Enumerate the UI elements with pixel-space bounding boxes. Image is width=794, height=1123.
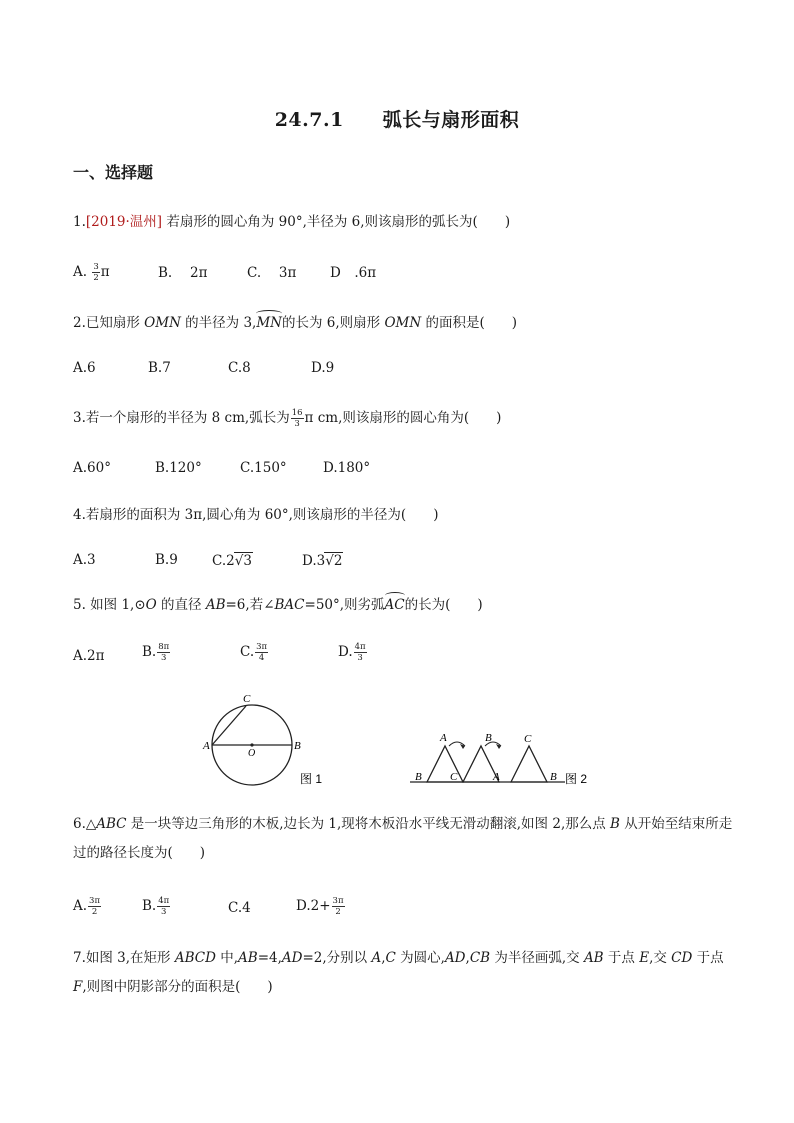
triangle-1 [427, 746, 463, 782]
q1-option-b: B. 2π [158, 265, 208, 281]
center-point [250, 743, 253, 746]
svg-text:C: C [524, 733, 532, 745]
q3-option-d: D.180° [323, 460, 371, 476]
question-6: 6.△ABC 是一块等边三角形的木板,边长为 1,现将木板沿水平线无滑动翻滚,如图 2,那么点 B 从开始至结束所走过的路径长度为( ) [73, 816, 733, 861]
point-o-label: O [248, 748, 256, 759]
q5-option-a: A.2π [73, 648, 105, 664]
arc-symbol: AC [384, 597, 405, 613]
sqrt-symbol: √ [325, 553, 334, 569]
q3-option-c: C.150° [240, 460, 287, 476]
question-5: 5. 如图 1,⊙O 的直径 AB=6,若∠BAC=50°,则劣弧AC的长为( ) [73, 597, 483, 613]
section-heading: 一、选择题 [73, 163, 154, 182]
question-text: 若扇形的圆心角为 90°,半径为 6,则该扇形的弧长为( ) [162, 214, 511, 230]
q6-option-c: C.4 [228, 900, 251, 916]
question-2: 2.已知扇形 OMN 的半径为 3,MN的长为 6,则扇形 OMN 的面积是( ) [73, 315, 517, 331]
arc-symbol: MN [256, 315, 282, 331]
q3-option-b: B.120° [155, 460, 202, 476]
q2-option-a: A.6 [73, 360, 96, 376]
page-title: 24.7.1 弧长与扇形面积 [274, 109, 520, 131]
question-number: 1. [73, 214, 86, 230]
point-c-label: C [243, 693, 251, 705]
fraction: $\frac{16}{3}$ [291, 408, 303, 429]
q6-option-d: D.2+ $\frac{3\pi}{2}$ [296, 896, 344, 917]
figure-2-label: 图 2 [565, 772, 588, 786]
q5-option-b: B. $\frac{8\pi}{3}$ [142, 642, 170, 663]
q1-option-d: D .6π [330, 265, 377, 281]
fraction: $\frac{3}{2}$ [93, 262, 99, 283]
q4-option-a: A.3 [73, 552, 96, 568]
q1-option-a: A. $\frac{3}{2}$ π [73, 262, 110, 283]
sqrt-symbol: √ [234, 553, 244, 569]
point-a-label: A [203, 740, 210, 752]
svg-text:B: B [415, 771, 422, 783]
svg-text:B: B [485, 732, 492, 744]
q2-option-d: D.9 [311, 360, 335, 376]
q4-option-c: C.2√3 [212, 553, 252, 569]
q1-option-c: C. 3π [247, 265, 297, 281]
q2-option-b: B.7 [148, 360, 171, 376]
question-3: 3.若一个扇形的半径为 8 cm,弧长为 $\frac{16}{3}$ π cm,则该扇形的圆心角为( ) [73, 408, 502, 429]
q4-option-b: B.9 [155, 552, 178, 568]
q5-option-c: C. $\frac{3\pi}{4}$ [240, 642, 268, 663]
svg-text:A: A [440, 732, 447, 744]
point-b-label: B [294, 740, 301, 752]
q6-option-a: A. $\frac{3\pi}{2}$ [73, 896, 101, 917]
figures [195, 690, 615, 790]
q3-option-a: A.60° [73, 460, 111, 476]
q4-option-d: D.3√2 [302, 553, 343, 569]
figure-1-label: 图 1 [300, 772, 323, 786]
question-source: [2019·温州] [85, 214, 163, 230]
triangle-3 [511, 746, 547, 782]
q6-option-b: B. $\frac{4\pi}{3}$ [142, 896, 170, 917]
svg-text:B: B [550, 771, 557, 783]
question-4: 4.若扇形的面积为 3π,圆心角为 60°,则该扇形的半径为( ) [73, 507, 439, 523]
q2-option-c: C.8 [228, 360, 251, 376]
figure-2-rolling-triangles [410, 732, 587, 786]
question-7: 7.如图 3,在矩形 ABCD 中,AB=4,AD=2,分别以 A,C 为圆心,AD,CB 为半径画弧,交 AB 于点 E,交 CD 于点 F,则图中阴影部分的面积是( ) [73, 950, 724, 995]
svg-text:A: A [493, 771, 500, 783]
svg-text:C: C [450, 771, 458, 783]
question-1 [73, 212, 510, 232]
figure-1-circle-diagram [202, 693, 322, 786]
q5-option-d: D. $\frac{4\pi}{3}$ [338, 642, 366, 663]
